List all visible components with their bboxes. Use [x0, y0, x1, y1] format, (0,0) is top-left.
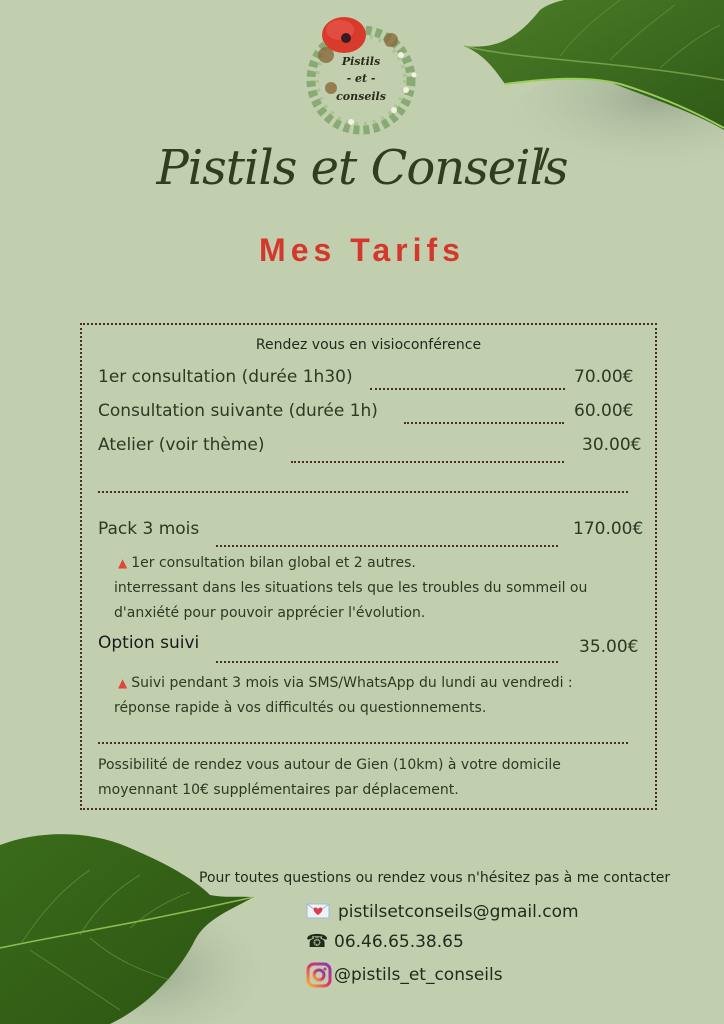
pack-description — [114, 551, 587, 626]
price-value: 60.00€ — [574, 401, 634, 421]
leader-dots — [216, 661, 558, 663]
dotted-separator — [98, 742, 628, 744]
phone-number[interactable]: 06.46.65.38.65 — [334, 932, 464, 952]
price-value: 30.00€ — [582, 435, 642, 455]
brand-logo — [296, 10, 426, 138]
page-title: Pistils et Conseils — [156, 140, 568, 196]
leaf-bottom-left-image — [0, 820, 260, 1024]
dotted-separator — [98, 491, 628, 493]
leader-dots — [404, 422, 564, 424]
price-label: 1er consultation (durée 1h30) — [98, 367, 353, 387]
price-row-follow-up-consultation — [98, 401, 643, 427]
price-value: 70.00€ — [574, 367, 634, 387]
warning-triangle-icon: ▲ — [118, 676, 128, 690]
pricing-heading: Rendez vous en visioconférence — [255, 337, 482, 353]
logo-line-2: - et - — [346, 72, 376, 85]
price-row-first-consultation — [98, 367, 643, 393]
price-value: 35.00€ — [579, 637, 639, 657]
leader-dots — [216, 545, 558, 547]
price-label: Consultation suivante (durée 1h) — [98, 401, 378, 421]
contact-instagram[interactable] — [306, 962, 503, 988]
leader-dots — [291, 461, 564, 463]
price-row-follow-up-option — [98, 633, 643, 659]
contact-phone[interactable] — [306, 932, 464, 952]
page-subtitle: Mes Tarifs — [259, 232, 465, 268]
pack-note-line-3: d'anxiété pour pouvoir apprécier l'évolution. — [114, 605, 426, 621]
email-link[interactable]: pistilsetconseils@gmail.com — [338, 902, 579, 922]
price-row-workshop — [98, 435, 643, 461]
instagram-handle[interactable]: @pistils_et_conseils — [334, 965, 503, 985]
price-row-3-month-pack — [98, 519, 643, 545]
pack-note-line-2: interressant dans les situations tels que les troubles du sommeil ou — [114, 580, 588, 596]
warning-triangle-icon: ▲ — [118, 556, 128, 570]
instagram-icon — [306, 962, 332, 988]
logo-line-3: conseils — [336, 90, 386, 103]
option-note-line-1: Suivi pendant 3 mois via SMS/WhatsApp du lundi au vendredi : — [131, 675, 573, 691]
option-description — [114, 671, 573, 721]
home-visit-line-1: Possibilité de rendez vous autour de Gien (10km) à votre domicile — [98, 757, 561, 773]
contact-prompt: Pour toutes questions ou rendez vous n'hésitez pas à me contacter — [199, 870, 671, 886]
pricing-box — [80, 323, 657, 810]
price-label: Atelier (voir thème) — [98, 435, 265, 455]
logo-line-1: Pistils — [341, 55, 381, 68]
contact-email[interactable] — [306, 902, 579, 922]
phone-icon: ☎ — [306, 931, 329, 952]
home-visit-note — [98, 753, 561, 803]
price-label: Option suivi — [98, 633, 200, 653]
love-letter-icon — [306, 902, 330, 922]
leader-dots — [370, 388, 565, 390]
home-visit-line-2: moyennant 10€ supplémentaires par déplacement. — [98, 782, 459, 798]
option-note-line-2: réponse rapide à vos difficultés ou questionnements. — [114, 700, 487, 716]
pack-note-line-1: 1er consultation bilan global et 2 autres. — [131, 555, 416, 571]
price-value: 170.00€ — [573, 519, 644, 539]
price-label: Pack 3 mois — [98, 519, 200, 539]
